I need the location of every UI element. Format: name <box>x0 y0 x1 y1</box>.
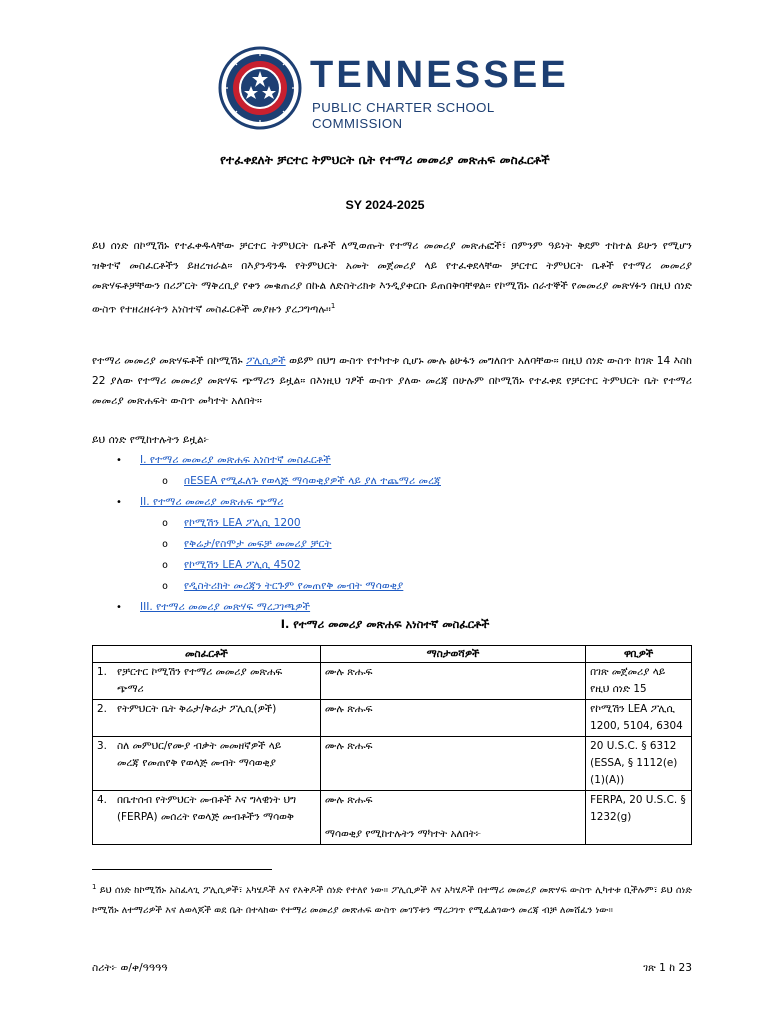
notes-cell: ሙሉ ጽሑፍ <box>320 663 585 700</box>
toc-link[interactable]: የኮሚሽን LEA ፖሊሲ 1200 <box>184 517 301 529</box>
row-number: 2. <box>97 703 107 715</box>
table-row <box>93 791 692 845</box>
document-title: የተፈቀደለት ቻርተር ትምህርት ቤት የተማሪ መመሪያ መጽሐፍ መስፈርቶች <box>220 153 550 167</box>
toc-item[interactable] <box>92 513 692 534</box>
bullet-icon: • <box>116 455 122 466</box>
table-header-row <box>93 646 692 663</box>
citation-cell: FERPA, 20 U.S.C. § 1232(g) <box>586 791 692 845</box>
sub-bullet-icon: o <box>162 560 169 571</box>
requirement-text: በቤተሰብ የትምህርት መብቶች እና ግላዊነት ህግ (FERPA) መሰረት የወላጅ መብቶችን ማሳወቅ <box>117 794 297 823</box>
footnote-number: 1 <box>92 883 97 891</box>
citation-cell: የኮሚሽን LEA ፖሊሲ 1200, 5104, 6304 <box>586 700 692 737</box>
toc-item[interactable] <box>92 555 692 576</box>
footnote-divider <box>92 869 272 870</box>
toc-intro: ይህ ሰነድ የሚከተሉትን ይዟል፦ <box>92 434 210 446</box>
requirement-text: ስለ መምህር/የሙያ ብቃት መመዘኛዎች ላይ መረጃ የመጠየቅ የወላጅ መብት ማሳወቂያ <box>117 740 282 769</box>
table-of-contents <box>92 450 692 618</box>
requirement-cell <box>93 663 321 700</box>
requirement-text: የቻርተር ኮሚሽን የተማሪ መመሪያ መጽሐፍ ጭማሪ <box>117 666 283 695</box>
logo-title: TENNESSEE <box>310 54 569 96</box>
toc-link[interactable]: በESEA የሚፈለጉ የወላጅ ማሳወቂያዎች ላይ ያለ ተጨማሪ መረጃ <box>184 475 441 487</box>
footnote-ref[interactable]: 1 <box>330 302 336 310</box>
policies-text-before: የተማሪ መመሪያ መጽሃፍቶች በኮሚሽኑ <box>92 355 247 367</box>
toc-link[interactable]: II. የተማሪ መመሪያ መጽሐፍ ጭማሪ <box>140 496 284 508</box>
policies-link[interactable]: ፖሊሲዎች <box>246 355 286 367</box>
sub-bullet-icon: o <box>162 476 169 487</box>
header-notes: ማስታወሻዎች <box>320 646 585 663</box>
school-year: SY 2024-2025 <box>345 198 425 212</box>
toc-item[interactable] <box>92 450 692 471</box>
commission-logo <box>218 46 569 132</box>
requirement-cell <box>93 791 321 845</box>
requirements-table <box>92 645 692 845</box>
citation-cell: በገጽ መጀመሪያ ላይ የዚህ ሰነድ 15 <box>586 663 692 700</box>
bullet-icon: • <box>116 497 122 508</box>
row-number: 4. <box>97 794 107 806</box>
logo-subtitle: PUBLIC CHARTER SCHOOL COMMISSION <box>312 100 495 131</box>
intro-text: ይህ ሰነድ በኮሚሽኑ የተፈቀዱላቸው ቻርተር ትምህርት ቤቶች ለሚወጡት የተማሪ መመሪያ መጽሐፎች፣ በምንም ዓይነት ቅደም ተከተል ይሁን የሚሆን ዝቅተኛ መስፈርቶችን ይዘረዝራል። በእያንዳንዱ የትምህርት አመት መጀመሪያ ላይ የተፈቀደላቸው ቻርተር ትምህርት ቤቶች የተማሪ መመሪያ መጽሃፍቶቻቸውን በሪፖርት ማቅረቢያ የቀን መቁጠሪያ በኩል ለድስትሪክቱ እንዲያቀርቡ ይጠበቅባቸዋል። የኮሚሽኑ ሰራተኞች የመመሪያ መጽሃፉን በዚህ ሰነድ ውስጥ የተዘረዘሩትን አነስተኛ መስፈርቶች መያዙን ያረጋግጣሉ። <box>92 240 692 316</box>
sub-bullet-icon: o <box>162 539 169 550</box>
toc-item[interactable] <box>92 576 692 597</box>
toc-item[interactable] <box>92 492 692 513</box>
toc-item[interactable] <box>92 471 692 492</box>
notes-cell <box>320 791 585 845</box>
sub-bullet-icon: o <box>162 581 169 592</box>
toc-item[interactable] <box>92 597 692 618</box>
toc-link[interactable]: የኮሚሽን LEA ፖሊሲ 4502 <box>184 559 301 571</box>
notes-cell: ሙሉ ጽሑፍ <box>320 737 585 791</box>
row-number: 3. <box>97 740 107 752</box>
requirement-text: የትምህርት ቤት ቅሬታ/ቅሬታ ፖሊሲ(ዎች) <box>117 703 277 715</box>
page-number: ገጽ 1 ከ 23 <box>643 962 692 974</box>
table-row <box>93 700 692 737</box>
sub-bullet-icon: o <box>162 518 169 529</box>
toc-link[interactable]: III. የተማሪ መመሪያ መጽሃፍ ማረጋገጫዎች <box>140 601 311 613</box>
notes-cell: ሙሉ ጽሑፍ <box>320 700 585 737</box>
header-citations: ዋቢዎች <box>586 646 692 663</box>
bullet-icon: • <box>116 602 122 613</box>
policies-text-after: ወይም በህግ ውስጥ የተካተቱ ሲሆኑ ሙሉ ፅሁፋን መግለበጥ አለባቸው። በዚህ ሰነድ ውስጥ ከገጽ 14 እስከ 22 ያለው የተማሪ መመሪያ መጽሃፍ ጭማሪን ይዟል። በእነዚህ ገፆች ውስጥ ያለው መረጃ በሁሉም በኮሚሽኑ የተፈቀደ የቻርተር ትምህርት ቤት የተማሪ መመሪያ መጽሐፍት ውስጥ መካተት አለበት። <box>92 355 692 407</box>
notes-text-secondary: ማሳወቂያ የሚከተሉትን ማካተት አለበት፦ <box>324 828 482 840</box>
section-heading: I. የተማሪ መመሪያ መጽሐፍ አነስተኛ መስፈርቶች <box>280 617 490 631</box>
tennessee-seal-icon <box>218 46 302 130</box>
policies-paragraph <box>92 351 692 411</box>
citation-cell: 20 U.S.C. § 6312 (ESSA, § 1112(e)(1)(A)) <box>586 737 692 791</box>
intro-paragraph <box>92 236 692 320</box>
footnote <box>92 877 692 921</box>
header-requirements: መስፈርቶች <box>93 646 321 663</box>
table-row <box>93 663 692 700</box>
notes-text: ሙሉ ጽሑፍ <box>324 794 373 806</box>
toc-link[interactable]: የቅሬታ/የስሞታ መፍቻ መመሪያ ቻርት <box>184 538 332 550</box>
toc-item[interactable] <box>92 534 692 555</box>
toc-link[interactable]: I. የተማሪ መመሪያ መጽሐፍ አነስተኛ መስፈርቶች <box>140 454 331 466</box>
row-number: 1. <box>97 666 107 678</box>
revision-label: ስሪት፦ ወ/ቀ/ዓዓዓዓ <box>92 962 168 974</box>
toc-link[interactable]: የዲስትሪክት መረጃን ትርጉም የመጠየቅ መብት ማሳወቂያ <box>184 580 404 592</box>
footnote-text: ይህ ሰነድ ከኮሚሽኑ አስፈላጊ ፖሊሲዎች፣ አካሄዶች እና የእቅዶች ሰነድ የተለየ ነው። ፖሊሲዎች እና አካሄዶች በተማሪ መመሪያ መጽሃፍ ውስጥ ሊካተቱ ቢችሉም፣ ይህ ሰነድ ኮሚሽኑ ለተማሪዎች እና ለወላጆች ወደ ቤት በተላከው የተማሪ መመሪያ መጽሐፍ ውስጥ መገኘቱን ማረጋገጥ የሚፈልገውን መረጃ ብቻ ለመሸፈን ነው። <box>92 885 692 917</box>
requirement-cell <box>93 700 321 737</box>
requirement-cell <box>93 737 321 791</box>
table-row <box>93 737 692 791</box>
